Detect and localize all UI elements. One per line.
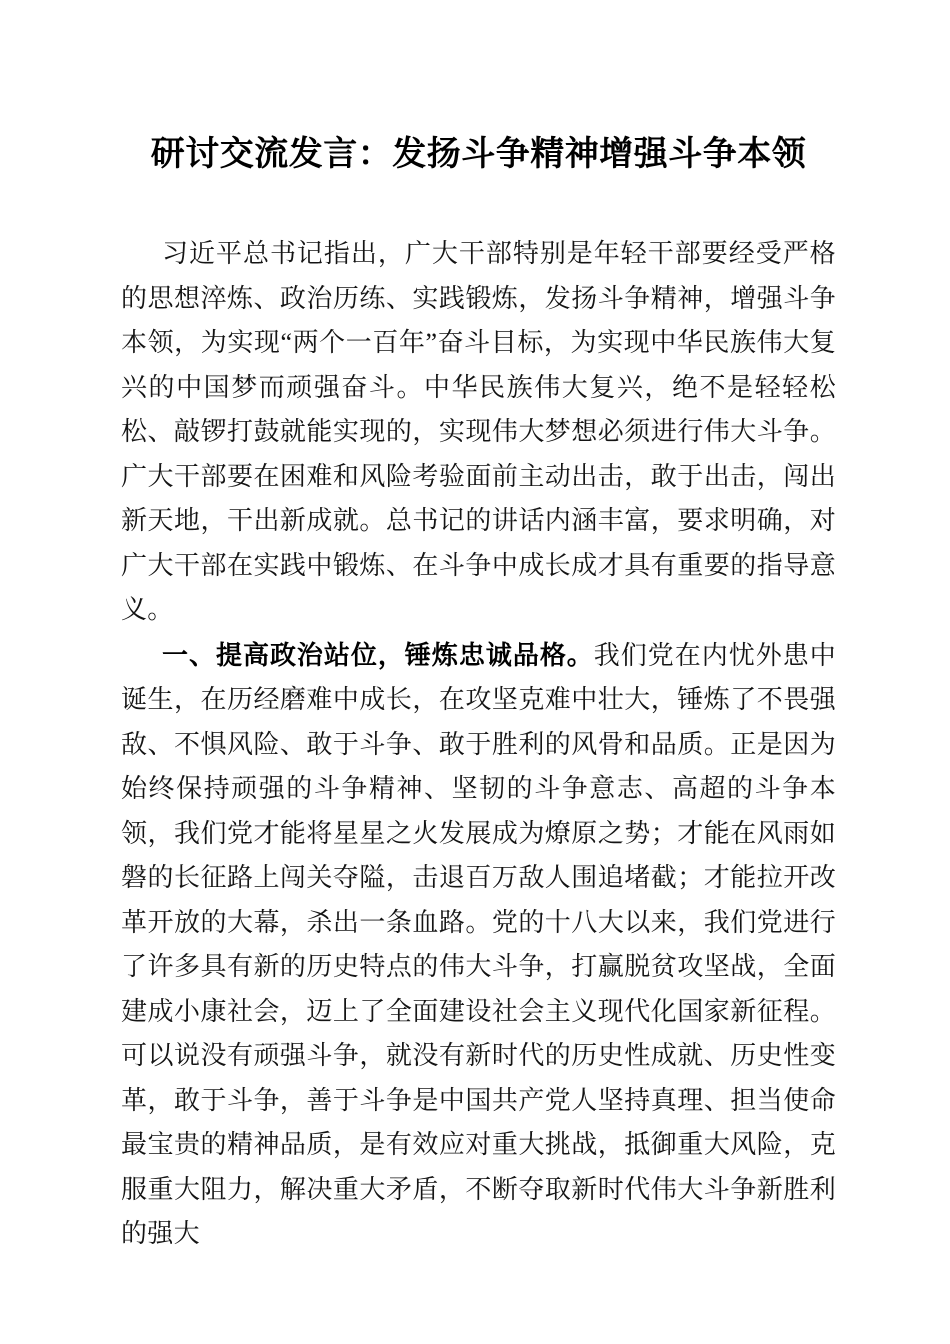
document-title: 研讨交流发言：发扬斗争精神增强斗争本领 (150, 136, 807, 173)
document-body (121, 231, 836, 1257)
paragraph-section-1-text: 我们党在内忧外患中诞生，在历经磨难中成长，在攻坚克难中壮大，锤炼了不畏强敌、不惧风险、敢于斗争、敢于胜利的风骨和品质。正是因为始终保持顽强的斗争精神、坚韧的斗争意志、高超的斗争本领，我们党才能将星星之火发展成为燎原之势；才能在风雨如磐的长征路上闯关夺隘，击退百万敌人围追堵截；才能拉开改革开放的大幕，杀出一条血路。党的十八大以来，我们党进行了许多具有新的历史特点的伟大斗争，打赢脱贫攻坚战，全面建成小康社会，迈上了全面建设社会主义现代化国家新征程。可以说没有顽强斗争，就没有新时代的历史性成就、历史性变革，敢于斗争，善于斗争是中国共产党人坚持真理、担当使命最宝贵的精神品质，是有效应对重大挑战，抵御重大风险，克服重大阻力，解决重大矛盾，不断夺取新时代伟大斗争新胜利的强大 (121, 640, 836, 1248)
paragraph-section-1 (121, 633, 836, 1257)
paragraph-intro-text: 习近平总书记指出，广大干部特别是年轻干部要经受严格的思想淬炼、政治历练、实践锻炼，发扬斗争精神，增强斗争本领，为实现“两个一百年”奋斗目标，为实现中华民族伟大复兴的中国梦而顽强奋斗。中华民族伟大复兴，绝不是轻轻松松、敲锣打鼓就能实现的，实现伟大梦想必须进行伟大斗争。广大干部要在困难和风险考验面前主动出击，敢于出击，闯出新天地，干出新成就。总书记的讲话内涵丰富，要求明确，对广大干部在实践中锻炼、在斗争中成长成才具有重要的指导意义。 (121, 239, 836, 624)
paragraph-intro (121, 231, 836, 633)
paragraph-section-1-heading: 一、提高政治站位，锤炼忠诚品格。 (162, 639, 594, 670)
